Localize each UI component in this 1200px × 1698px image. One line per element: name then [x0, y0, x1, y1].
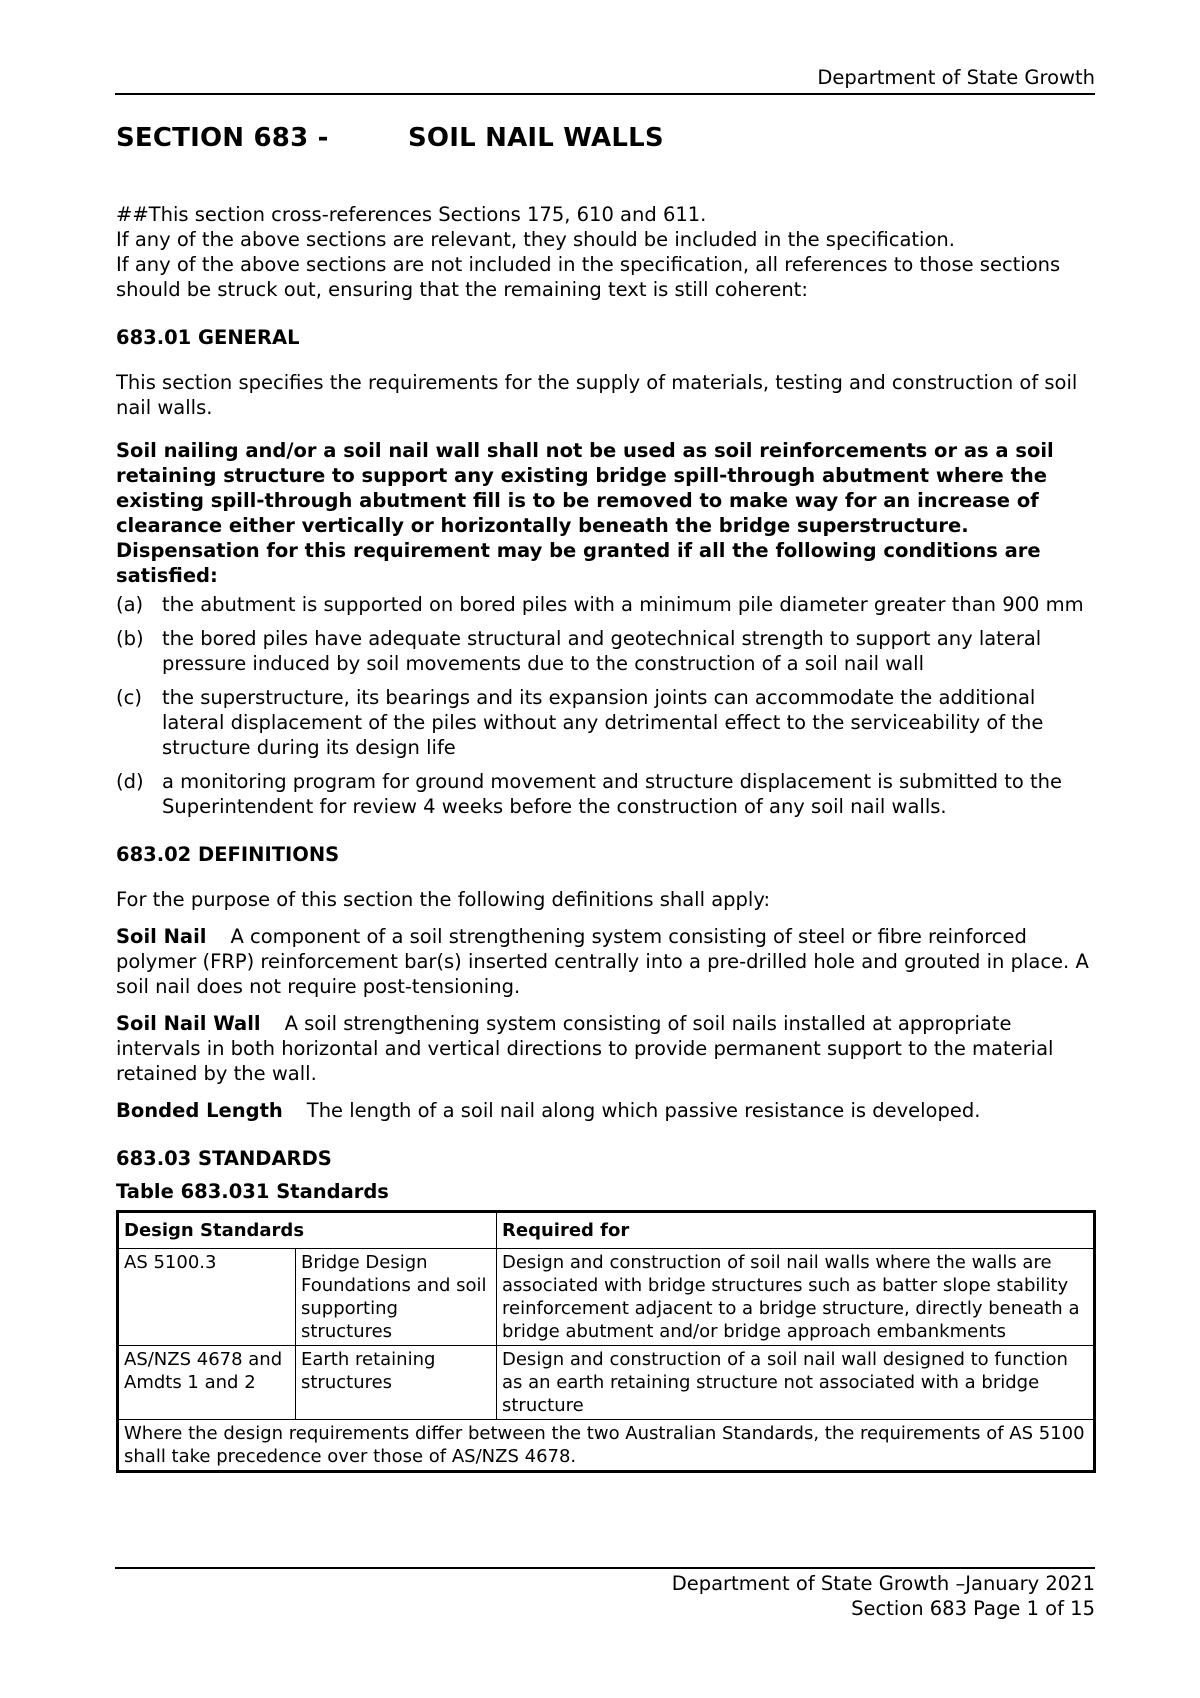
footer-page-number: Section 683 Page 1 of 15 — [851, 1597, 1095, 1620]
table-row — [118, 1249, 1095, 1346]
list-item-text: the bored piles have adequate structural and geotechnical strength to support any lateral pressure induced by soil movements due to the construction of a soil nail wall — [162, 627, 1042, 675]
header-rule — [115, 93, 1095, 95]
definition-item — [116, 924, 1096, 999]
list-item-label: (c) — [116, 686, 142, 709]
definition-term: Soil Nail — [116, 925, 207, 948]
list-item — [116, 592, 1096, 617]
conditions-list — [116, 592, 1096, 819]
table-note: Where the design requirements differ between the two Australian Standards, the requirements of AS 5100 shall take precedence over those of AS/NZS 4678. — [118, 1420, 1095, 1472]
heading-standards: 683.03 STANDARDS — [116, 1147, 332, 1170]
list-item-label: (b) — [116, 627, 144, 650]
definition-text: A soil strengthening system consisting of soil nails installed at appropriate intervals in both horizontal and vertical directions to provide permanent support to the material retained by the wall. — [116, 1012, 1054, 1085]
table-cell-code: AS 5100.3 — [118, 1249, 296, 1346]
list-item — [116, 626, 1096, 676]
table-cell-required: Design and construction of a soil nail wall designed to function as an earth retaining structure not associated with a bridge structure — [497, 1346, 1095, 1420]
definitions-intro: For the purpose of this section the following definitions shall apply: — [116, 888, 771, 911]
definition-item — [116, 1098, 1096, 1123]
intro-line: If any of the above sections are relevant, they should be included in the specification. — [116, 228, 955, 251]
table-note-row — [118, 1420, 1095, 1472]
table-header-row — [118, 1212, 1095, 1249]
intro-line: ##This section cross-references Sections 175, 610 and 611. — [116, 203, 707, 226]
table-header-required-for: Required for — [497, 1212, 1095, 1249]
section-title — [116, 123, 664, 153]
table-cell-title: Bridge Design Foundations and soil supporting structures — [296, 1249, 497, 1346]
list-item — [116, 685, 1096, 760]
footer-rule — [115, 1567, 1095, 1569]
definition-term: Soil Nail Wall — [116, 1012, 261, 1035]
table-caption: Table 683.031 Standards — [116, 1180, 389, 1203]
standards-table — [116, 1210, 1096, 1473]
list-item-text: a monitoring program for ground movement and structure displacement is submitted to the Superintendent for review 4 weeks before the construction of any soil nail walls. — [162, 770, 1063, 818]
section-name: SOIL NAIL WALLS — [408, 123, 664, 153]
footer — [672, 1571, 1095, 1621]
table-header-design-standards: Design Standards — [118, 1212, 497, 1249]
intro-line: If any of the above sections are not included in the specification, all references to those sections should be struck out, ensuring that the remaining text is still coherent: — [116, 253, 1061, 301]
list-item — [116, 769, 1096, 819]
table-row — [118, 1346, 1095, 1420]
document-body — [116, 202, 1096, 1473]
definition-text: The length of a soil nail along which passive resistance is developed. — [306, 1099, 981, 1122]
table-cell-code: AS/NZS 4678 and Amdts 1 and 2 — [118, 1346, 296, 1420]
heading-general: 683.01 GENERAL — [116, 326, 300, 349]
general-bold-paragraph: Soil nailing and/or a soil nail wall shall not be used as soil reinforcements or as a soil retaining structure to support any existing bridge spill-through abutment where the existing spill-through abutment fill is to be removed to make way for an increase of clearance either vertically or horizontally beneath the bridge superstructure. Dispensation for this requirement may be granted if all the following conditions are satisfied: — [116, 439, 1054, 587]
header-org: Department of State Growth — [817, 66, 1095, 89]
definition-term: Bonded Length — [116, 1099, 283, 1122]
list-item-label: (a) — [116, 593, 144, 616]
section-number: SECTION 683 - — [116, 123, 329, 153]
footer-date: Department of State Growth –January 2021 — [671, 1572, 1095, 1595]
intro-note — [116, 202, 1096, 302]
definition-text: A component of a soil strengthening system consisting of steel or fibre reinforced polymer (FRP) reinforcement bar(s) inserted centrally into a pre-drilled hole and grouted in place. A soil nail does not require post-tensioning. — [116, 925, 1089, 998]
list-item-text: the abutment is supported on bored piles with a minimum pile diameter greater than 900 mm — [162, 593, 1084, 616]
list-item-text: the superstructure, its bearings and its expansion joints can accommodate the additional lateral displacement of the piles without any detrimental effect to the serviceability of the structure during its design life — [162, 686, 1044, 759]
table-cell-required: Design and construction of soil nail walls where the walls are associated with bridge structures such as batter slope stability reinforcement adjacent to a bridge structure, directly beneath a bridge abutment and/or bridge approach embankments — [497, 1249, 1095, 1346]
list-item-label: (d) — [116, 770, 144, 793]
heading-definitions: 683.02 DEFINITIONS — [116, 843, 340, 866]
general-paragraph: This section specifies the requirements for the supply of materials, testing and construction of soil nail walls. — [116, 371, 1078, 419]
definition-item — [116, 1011, 1096, 1086]
table-cell-title: Earth retaining structures — [296, 1346, 497, 1420]
